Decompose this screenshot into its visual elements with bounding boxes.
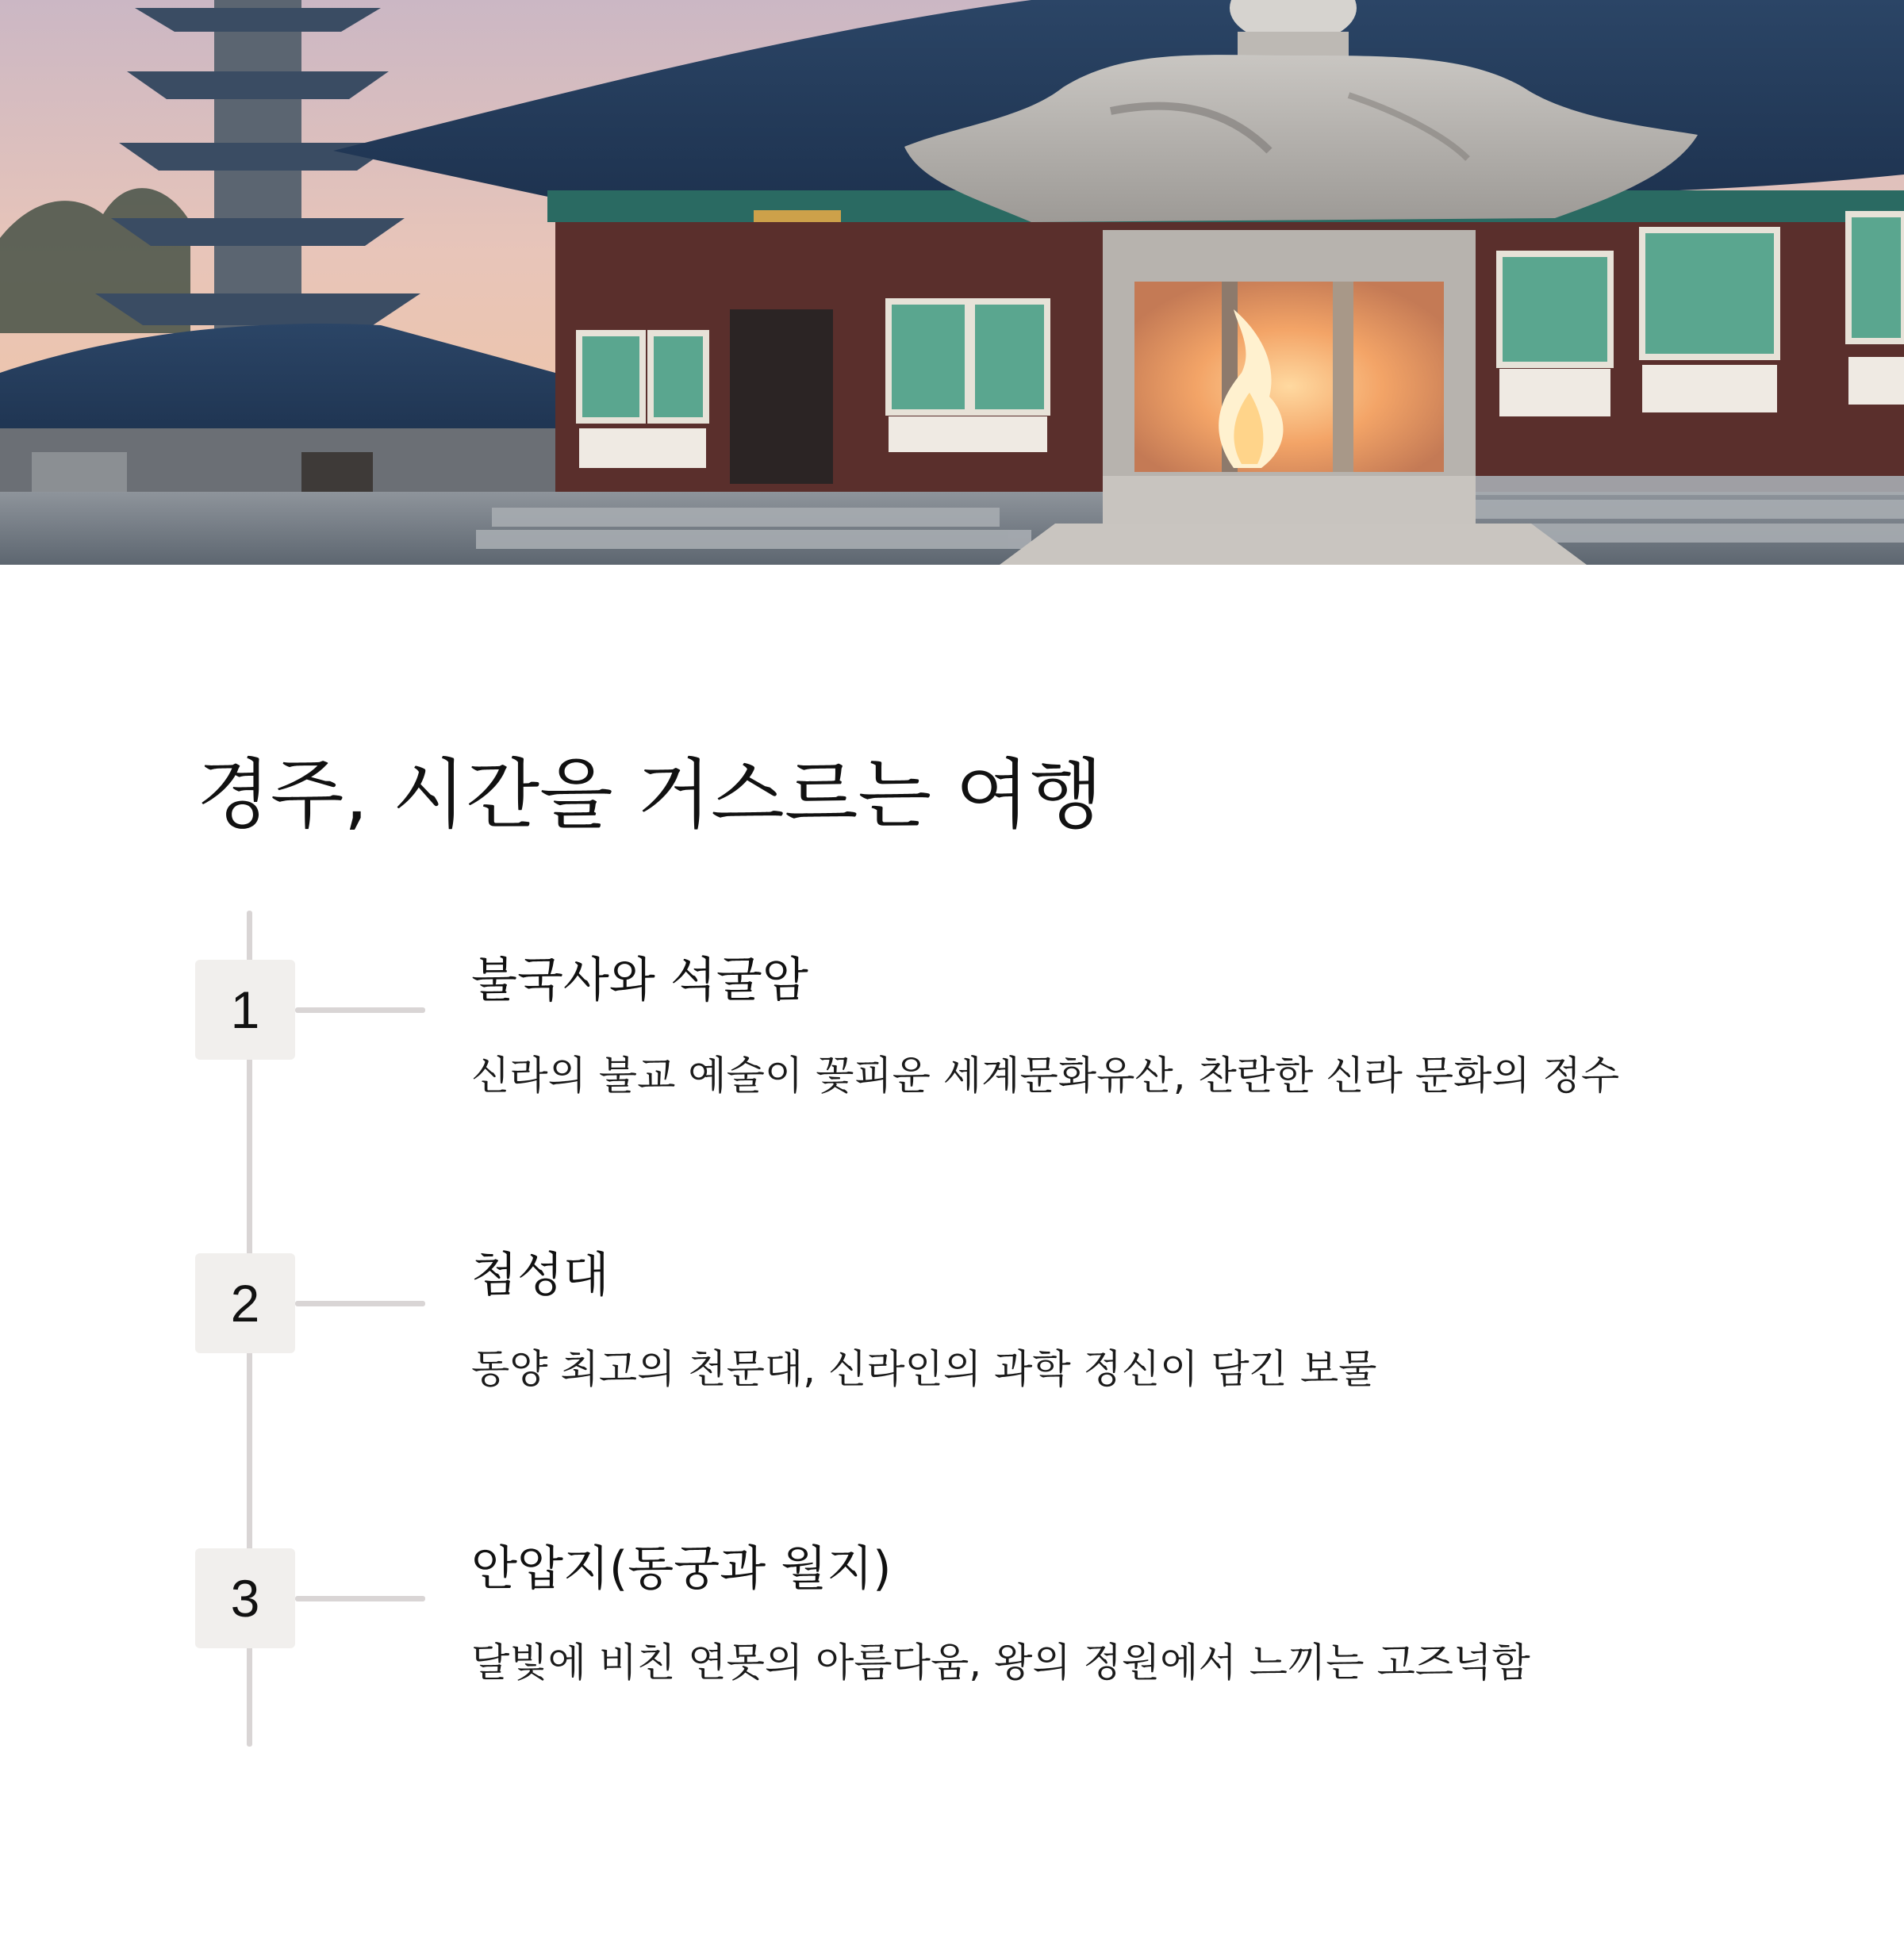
- step-number-badge: 3: [195, 1548, 295, 1648]
- step-number-badge: 1: [195, 960, 295, 1060]
- step-title: 첨성대: [471, 1248, 609, 1303]
- step-description: 신라의 불교 예술이 꽃피운 세계문화유산, 찬란한 신라 문화의 정수: [471, 1053, 1620, 1099]
- step-connector-line: [295, 1301, 425, 1306]
- step-title: 안압지(동궁과 월지): [471, 1541, 892, 1597]
- step-connector-line: [295, 1596, 425, 1601]
- step-description: 동양 최고의 천문대, 신라인의 과학 정신이 담긴 보물: [471, 1346, 1377, 1392]
- step-description: 달빛에 비친 연못의 아름다움, 왕의 정원에서 느끼는 고즈넉함: [471, 1640, 1530, 1686]
- step-title: 불국사와 석굴암: [471, 953, 808, 1008]
- step-connector-line: [295, 1007, 425, 1013]
- step-number-badge: 2: [195, 1253, 295, 1353]
- hero-image: [0, 0, 1904, 565]
- page-title: 경주, 시간을 거스르는 여행: [197, 750, 1104, 839]
